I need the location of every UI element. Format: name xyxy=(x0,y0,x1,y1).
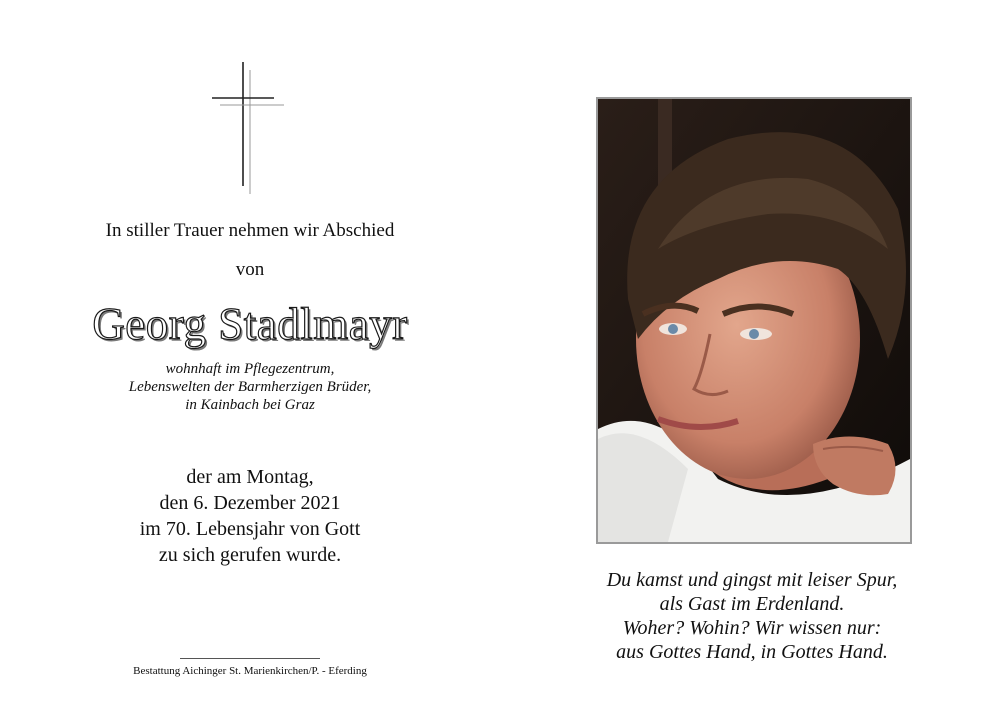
verse-line: aus Gottes Hand, in Gottes Hand. xyxy=(616,641,888,663)
death-line: den 6. Dezember 2021 xyxy=(159,492,341,514)
residence-block xyxy=(40,360,460,414)
residence-line: Lebenswelten der Barmherzigen Brüder, xyxy=(128,379,372,395)
residence-line: wohnhaft im Pflegezentrum, xyxy=(165,361,335,377)
memorial-verse xyxy=(560,568,944,664)
intro-text: In stiller Trauer nehmen wir Abschied xyxy=(105,220,395,241)
verse-line: Woher? Wohin? Wir wissen nur: xyxy=(622,617,882,639)
von-text: von xyxy=(235,259,265,280)
verse-line: als Gast im Erdenland. xyxy=(659,593,845,615)
undertaker-credit: Bestattung Aichinger St. Marienkirchen/P. - Eferding xyxy=(133,665,367,677)
death-line: im 70. Lebensjahr von Gott xyxy=(139,518,361,540)
deceased-name: Georg Stadlmayr xyxy=(92,299,408,349)
death-line: zu sich gerufen wurde. xyxy=(158,544,342,566)
divider-line xyxy=(180,658,320,659)
residence-line: in Kainbach bei Graz xyxy=(185,397,315,413)
verse-line: Du kamst und gingst mit leiser Spur, xyxy=(606,569,898,591)
death-notice xyxy=(40,464,460,568)
death-line: der am Montag, xyxy=(186,466,314,488)
cross-icon xyxy=(210,62,286,194)
portrait-photo xyxy=(596,97,912,544)
